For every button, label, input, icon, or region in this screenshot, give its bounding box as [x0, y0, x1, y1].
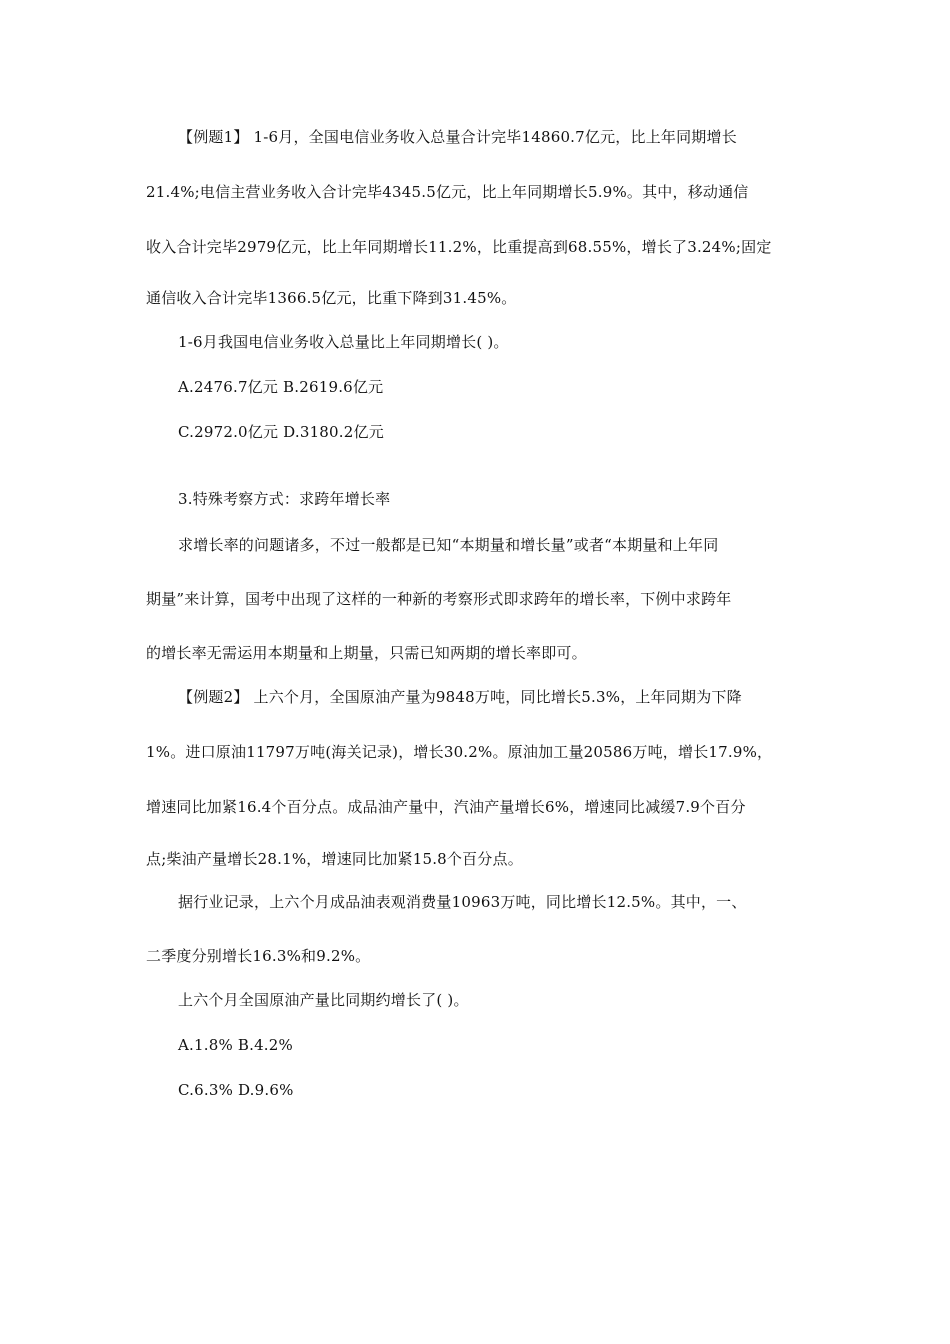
example2-para2-line-2: 二季度分别增长16.3%和9.2%。 — [146, 947, 371, 965]
example2-options-cd: C.6.3% D.9.6% — [178, 1081, 294, 1099]
example1-line-1: 【例题1】 1-6月，全国电信业务收入总量合计完毕14860.7亿元，比上年同期增长 — [178, 128, 737, 146]
section3-heading: 3.特殊考察方式：求跨年增长率 — [178, 490, 391, 508]
example1-options-cd: C.2972.0亿元 D.3180.2亿元 — [178, 423, 384, 441]
example2-line-2: 1%。进口原油11797万吨(海关记录)，增长30.2%。原油加工量20586万吨，增长17.9%， — [146, 743, 773, 761]
example1-line-3: 收入合计完毕2979亿元，比上年同期增长11.2%，比重提高到68.55%，增长了3.24%;固定 — [146, 238, 772, 256]
example2-question: 上六个月全国原油产量比同期约增长了( )。 — [178, 991, 469, 1009]
section3-line-1: 求增长率的问题诸多，不过一般都是已知“本期量和增长量”或者“本期量和上年同 — [178, 536, 719, 554]
example1-question: 1-6月我国电信业务收入总量比上年同期增长( )。 — [178, 333, 509, 351]
example1-line-4: 通信收入合计完毕1366.5亿元，比重下降到31.45%。 — [146, 289, 517, 307]
example1-options-ab: A.2476.7亿元 B.2619.6亿元 — [178, 378, 384, 396]
example2-para2-line-1: 据行业记录，上六个月成品油表观消费量10963万吨，同比增长12.5%。其中，一、 — [178, 893, 747, 911]
example2-line-3: 增速同比加紧16.4个百分点。成品油产量中，汽油产量增长6%，增速同比减缓7.9个百分 — [146, 798, 746, 816]
example2-line-4: 点;柴油产量增长28.1%，增速同比加紧15.8个百分点。 — [146, 850, 523, 868]
example1-line-2: 21.4%;电信主营业务收入合计完毕4345.5亿元，比上年同期增长5.9%。其中，移动通信 — [146, 183, 749, 201]
example2-line-1: 【例题2】 上六个月，全国原油产量为9848万吨，同比增长5.3%，上年同期为下降 — [178, 688, 742, 706]
section3-line-2: 期量”来计算，国考中出现了这样的一种新的考察形式即求跨年的增长率，下例中求跨年 — [146, 590, 732, 608]
example2-options-ab: A.1.8% B.4.2% — [178, 1036, 293, 1054]
section3-line-3: 的增长率无需运用本期量和上期量，只需已知两期的增长率即可。 — [146, 644, 587, 662]
